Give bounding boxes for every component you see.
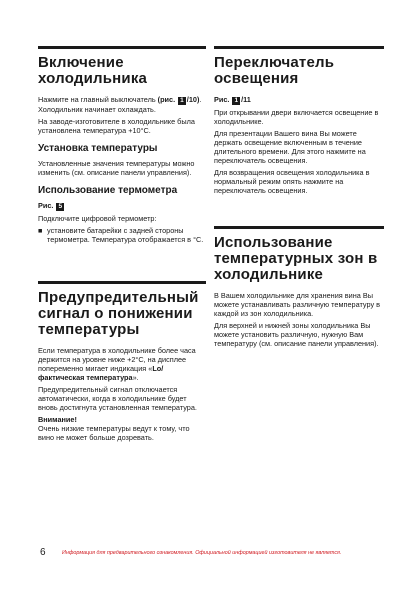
paragraph [38, 95, 206, 114]
figure-line [214, 95, 384, 105]
footer-disclaimer: Информация для предварительного ознакомления. Официальной информацией изготовителя не является. [62, 550, 342, 556]
paragraph: При открывании двери включается освещение в холодильнике. [214, 108, 379, 126]
paragraph: На заводе-изготовителе в холодильнике была установлена температура +10°C. [38, 117, 195, 135]
figure-badge: 5 [58, 203, 63, 210]
page-number: 6 [40, 547, 46, 558]
text: . Холодильник начинает охлаждать. [38, 95, 202, 114]
section-rule [38, 46, 206, 49]
figure-ref: (рис. [157, 95, 176, 104]
section-title-temperature-zones: Использование температурных зон в холодильнике [214, 234, 378, 283]
figure-label: Рис. [38, 201, 54, 210]
warning-label: Внимание! [38, 415, 77, 424]
section-rule [214, 46, 384, 49]
figure-badge: 1 [180, 97, 184, 104]
paragraph: Для верхней и нижней зоны холодильника Вы можете установить различную, нужную Вам температуру (см. описание панели управления). [214, 321, 379, 348]
bullet-icon: ■ [38, 226, 43, 235]
display-indicator-text: Lo/фактическая температура [38, 364, 164, 382]
paragraph: Предупредительный сигнал отключается автоматически, когда в холодильнике будет вновь достигнута установленная температура. [38, 385, 197, 412]
figure-line [38, 201, 206, 211]
paragraph: Для возвращения освещения холодильника в нормальный режим опять нажмите на переключатель освещения. [214, 168, 370, 195]
figure-label: Рис. [214, 95, 230, 104]
text: Нажмите на главный выключатель [38, 95, 158, 104]
figure-ref-suffix: /10) [186, 95, 200, 104]
right-column [214, 46, 384, 351]
subsection-title-thermometer: Использование термометра [38, 185, 178, 196]
section-title-low-temp-alarm: Предупредительный сигнал о понижении температуры [38, 289, 199, 338]
paragraph: Установленные значения температуры можно изменить (см. описание панели управления). [38, 159, 195, 177]
warning-text: Очень низкие температуры ведут к тому, что вино не может больше дозревать. [38, 424, 190, 442]
section-rule [38, 281, 206, 284]
paragraph: В Вашем холодильнике для хранения вина Вы можете устанавливать различную температуру в каждой из зон холодильника. [214, 291, 380, 318]
figure-badge: 1 [234, 97, 239, 104]
paragraph: Для презентации Вашего вина Вы можете держать освещение включенным в течение длительного времени. Для этого нажмите на переключатель освещения. [214, 129, 366, 165]
text: ». [132, 373, 139, 382]
section-rule [214, 226, 384, 229]
bullet-text: установите батарейки с задней стороны термометра. Температура отображается в °C. [47, 226, 204, 244]
section-title-switch-on: Включение холодильника [38, 54, 148, 87]
left-column [38, 46, 206, 445]
paragraph: Подключите цифровой термометр: [38, 214, 157, 223]
figure-ref-suffix: /11 [241, 95, 251, 104]
paragraph [38, 346, 206, 382]
bullet-item [38, 226, 206, 244]
subsection-title-set-temperature: Установка температуры [38, 143, 158, 154]
text: Если температура в холодильнике более часа держится на уровне ниже +2°C, на дисплее попеременно мигает индикация « [38, 346, 196, 373]
section-title-light-switch: Переключатель освещения [214, 54, 335, 87]
